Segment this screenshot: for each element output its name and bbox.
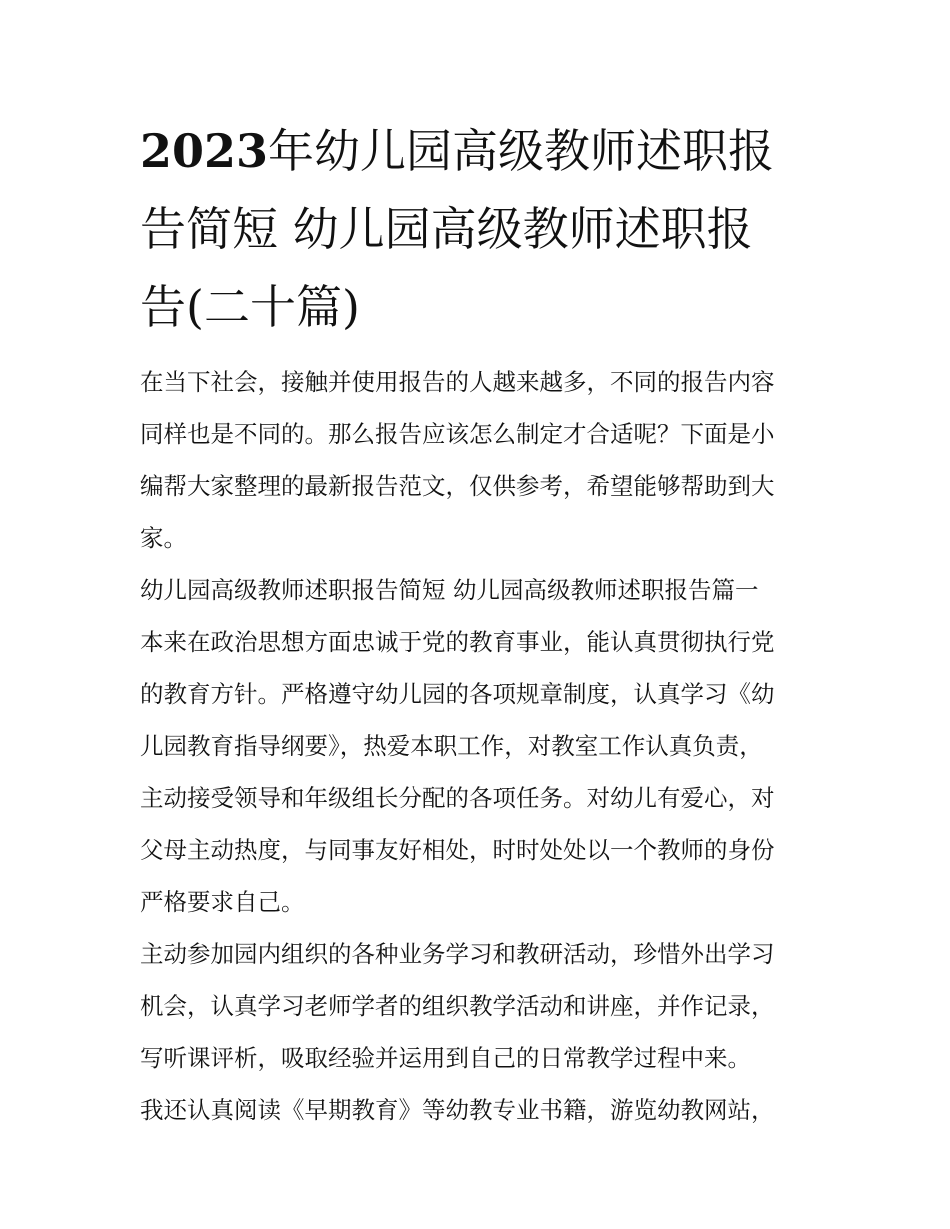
- paragraph-reading: [140, 1084, 820, 1136]
- text-line: 严格要求自己。: [140, 888, 305, 916]
- title-year: 2023: [140, 124, 269, 178]
- text-line: 同样也是不同的。那么报告应该怎么制定才合适呢？下面是小: [140, 420, 775, 448]
- title-line-3: 告(二十篇): [140, 280, 360, 334]
- text-line: 儿园教育指导纲要》，热爱本职工作，对教室工作认真负责，: [140, 732, 763, 760]
- paragraph-intro: [140, 356, 820, 564]
- text-line: 的教育方针。严格遵守幼儿园的各项规章制度，认真学习《幼: [140, 680, 775, 708]
- text-line: 我还认真阅读《早期教育》等幼教专业书籍，游览幼教网站，: [140, 1096, 775, 1124]
- section-heading: [140, 564, 820, 616]
- text-line: 主动接受领导和年级组长分配的各项任务。对幼儿有爱心，对: [140, 784, 775, 812]
- text-line: 编帮大家整理的最新报告范文，仅供参考，希望能够帮助到大: [140, 472, 775, 500]
- text-line: 主动参加园内组织的各种业务学习和教研活动，珍惜外出学习: [140, 940, 775, 968]
- document-body: [140, 356, 820, 1136]
- text-line: 父母主动热度，与同事友好相处，时时处处以一个教师的身份: [140, 836, 775, 864]
- text-line: 在当下社会，接触并使用报告的人越来越多，不同的报告内容: [140, 368, 775, 396]
- paragraph-learning: [140, 928, 820, 1084]
- text-line: 写听课评析，吸取经验并运用到自己的日常教学过程中来。: [140, 1044, 751, 1072]
- title-line-2: 告简短 幼儿园高级教师述职报: [140, 202, 753, 256]
- title-line-1: [140, 112, 820, 190]
- paragraph-political: [140, 616, 820, 928]
- text-line: 本来在政治思想方面忠诚于党的教育事业，能认真贯彻执行党: [140, 628, 775, 656]
- text-line: 家。: [140, 524, 187, 552]
- text-line: 幼儿园高级教师述职报告简短 幼儿园高级教师述职报告篇一: [140, 576, 759, 604]
- title-line-1-text: 年幼儿园高级教师述职报: [268, 124, 775, 178]
- text-line: 机会，认真学习老师学者的组织教学活动和讲座，并作记录，: [140, 992, 775, 1020]
- document-title: [140, 112, 820, 346]
